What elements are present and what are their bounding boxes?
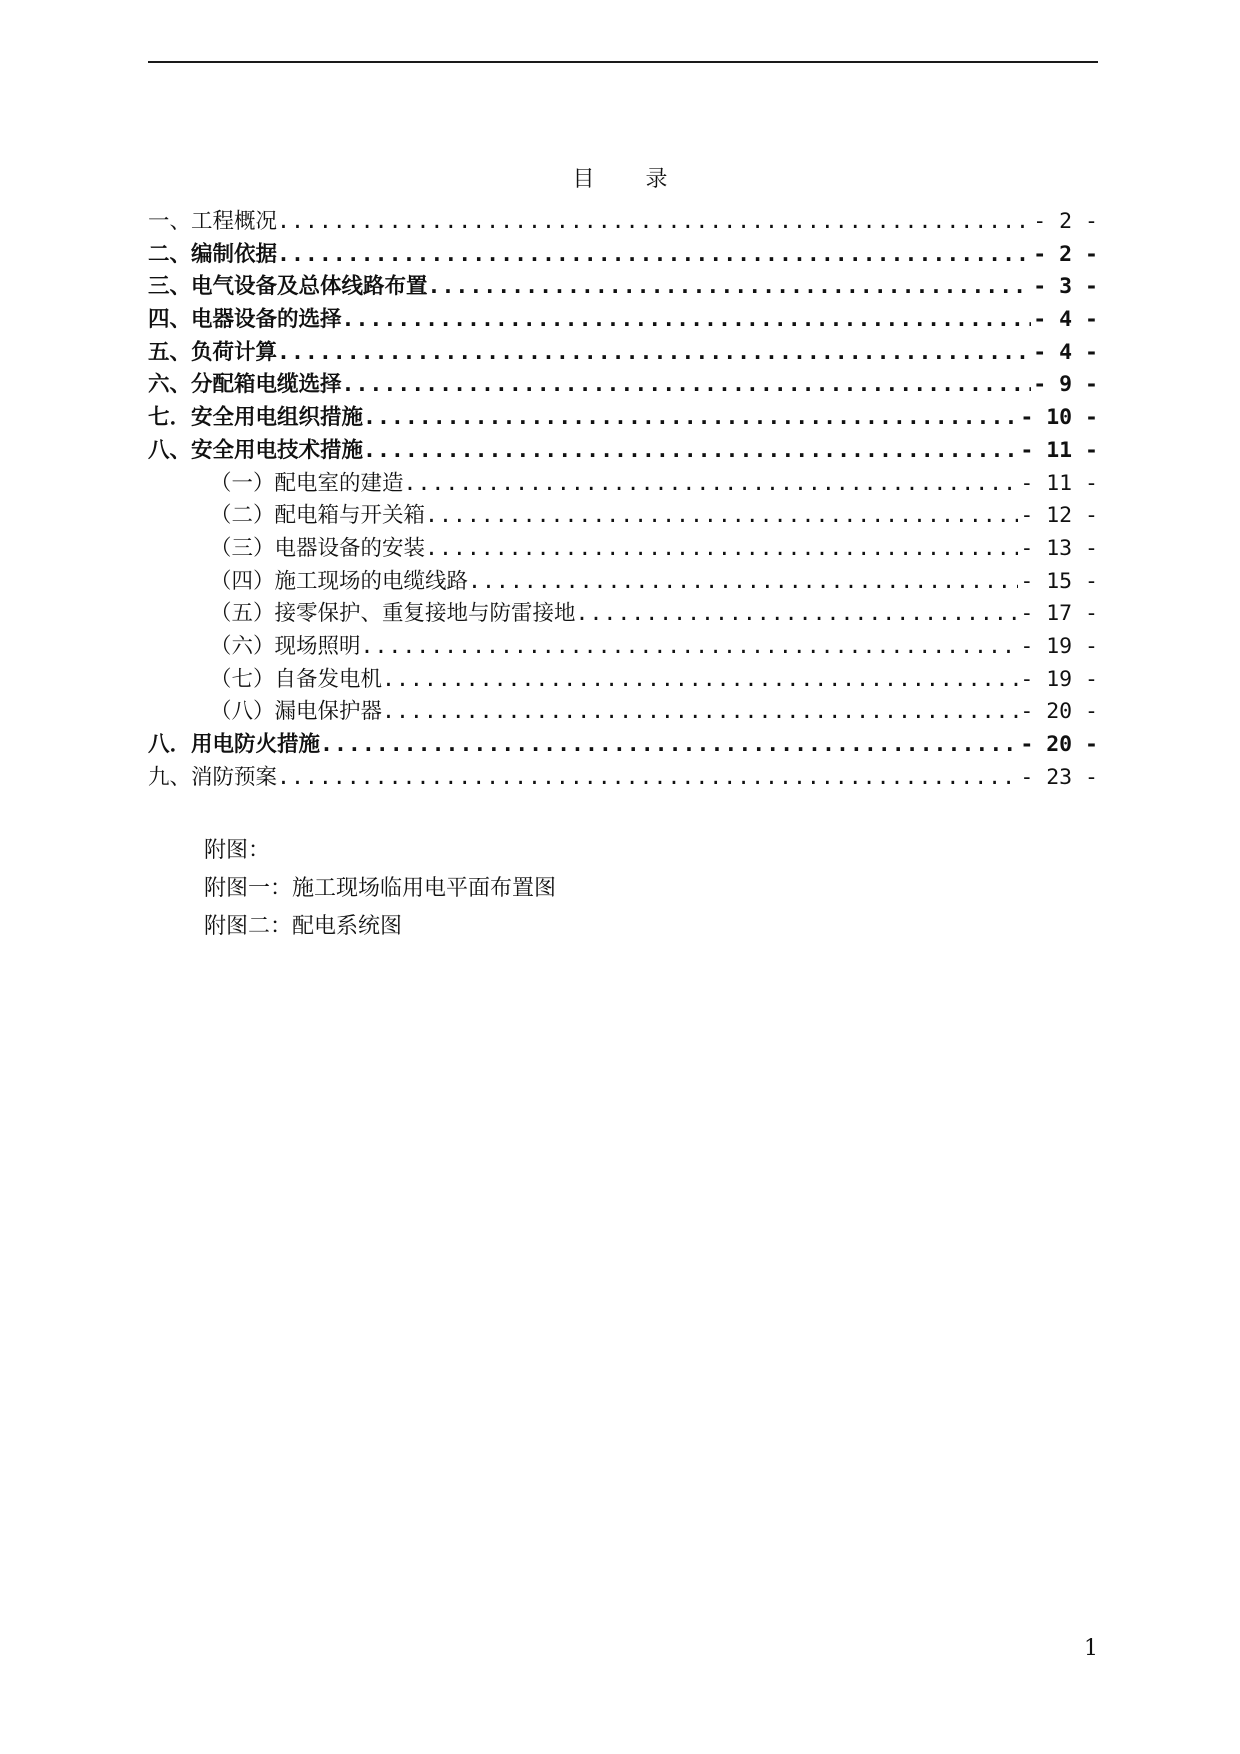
toc-entry[interactable] [148, 271, 1098, 304]
toc-entry[interactable] [148, 468, 1098, 501]
toc-dot-leader [342, 304, 1032, 337]
toc-entry-page: - 11 - [1020, 470, 1098, 496]
toc-entry-page: - 17 - [1020, 601, 1098, 627]
toc-entry-label: 四、电器设备的选择 [148, 307, 342, 333]
toc-dot-leader [468, 566, 1018, 599]
toc-entry-label: 七．安全用电组织措施 [148, 405, 364, 431]
toc-dot-leader [320, 729, 1018, 762]
toc-dot-leader [277, 762, 1018, 795]
toc-entry-page: - 23 - [1020, 764, 1098, 790]
toc-entry-page: - 15 - [1020, 568, 1098, 594]
toc-entry-page: - 12 - [1020, 503, 1098, 529]
toc-dot-leader [277, 239, 1031, 272]
toc-entry-page: - 13 - [1020, 535, 1098, 561]
toc-entry[interactable] [148, 239, 1098, 272]
toc-entry[interactable] [148, 762, 1098, 795]
toc-entry-label: 八．用电防火措施 [148, 732, 321, 757]
toc-dot-leader [382, 696, 1018, 729]
toc-entry-page: - 19 - [1020, 666, 1098, 692]
toc-entry-label: 三、电气设备及总体线路布置 [148, 274, 428, 300]
toc-entry[interactable] [148, 729, 1098, 762]
toc-entry[interactable] [148, 696, 1098, 729]
toc-entry-page: - 2 - [1033, 209, 1098, 234]
toc-dot-leader [576, 598, 1019, 631]
toc-dot-leader [363, 402, 1018, 435]
toc-entry-label: 九、消防预案 [148, 764, 278, 790]
toc-entry-label: （二）配电箱与开关箱 [210, 503, 426, 529]
toc-entry-label: （三）电器设备的安装 [210, 535, 426, 561]
toc-entry[interactable] [148, 435, 1098, 468]
toc-dot-leader [428, 271, 1032, 304]
toc-entry-label: （四）施工现场的电缆线路 [210, 568, 469, 594]
appendix-heading: 附图： [204, 838, 271, 863]
toc-dot-leader [425, 500, 1018, 533]
toc-entry[interactable] [148, 598, 1098, 631]
toc-entry[interactable] [148, 369, 1098, 402]
toc-dot-leader [382, 664, 1018, 697]
toc-entry-page: - 19 - [1020, 633, 1098, 659]
toc-entry[interactable] [148, 631, 1098, 664]
toc-entry-label: （六）现场照明 [210, 633, 361, 659]
toc-entry[interactable] [148, 206, 1098, 239]
toc-entry-label: （八）漏电保护器 [210, 699, 383, 725]
toc-dot-leader [404, 468, 1019, 501]
appendix-item: 附图二：配电系统图 [204, 914, 403, 939]
toc-entry-page: - 3 - [1033, 274, 1098, 300]
toc-title: 目 录 [572, 167, 690, 192]
toc-entry-page: - 11 - [1020, 437, 1098, 463]
toc-entry-page: - 9 - [1033, 372, 1098, 398]
toc-entry[interactable] [148, 664, 1098, 697]
toc-entry[interactable] [148, 533, 1098, 566]
toc-entry-label: 二、编制依据 [148, 241, 278, 267]
toc-entry-label: （一）配电室的建造 [210, 470, 404, 496]
appendix-item: 附图一：施工现场临用电平面布置图 [204, 876, 557, 901]
toc-dot-leader [363, 435, 1018, 468]
toc-entry-label: 五、负荷计算 [148, 339, 278, 365]
toc-entry-page: - 4 - [1033, 339, 1098, 365]
toc-entry[interactable] [148, 337, 1098, 370]
toc-dot-leader [342, 369, 1032, 402]
toc-entry[interactable] [148, 500, 1098, 533]
toc-dot-leader [277, 337, 1031, 370]
toc-entry-label: 八、安全用电技术措施 [148, 437, 364, 463]
toc-dot-leader [361, 631, 1019, 664]
toc-entry-page: - 20 - [1020, 732, 1098, 757]
toc-entry[interactable] [148, 304, 1098, 337]
toc-entry-page: - 20 - [1020, 699, 1098, 725]
toc-entry-label: （七）自备发电机 [210, 666, 383, 692]
toc-entry[interactable] [148, 566, 1098, 599]
table-of-contents [148, 206, 1098, 794]
page-number: 1 [1084, 1636, 1098, 1661]
toc-entry-page: - 2 - [1033, 241, 1098, 267]
header-rule [148, 61, 1098, 63]
toc-entry-page: - 10 - [1020, 405, 1098, 431]
toc-entry-label: 六、分配箱电缆选择 [148, 372, 342, 398]
toc-dot-leader [425, 533, 1018, 566]
appendix [204, 832, 556, 946]
toc-entry-page: - 4 - [1033, 307, 1098, 333]
toc-entry-label: （五）接零保护、重复接地与防雷接地 [210, 601, 576, 627]
toc-entry[interactable] [148, 402, 1098, 435]
toc-dot-leader [277, 206, 1031, 239]
toc-entry-label: 一、工程概况 [148, 209, 278, 234]
